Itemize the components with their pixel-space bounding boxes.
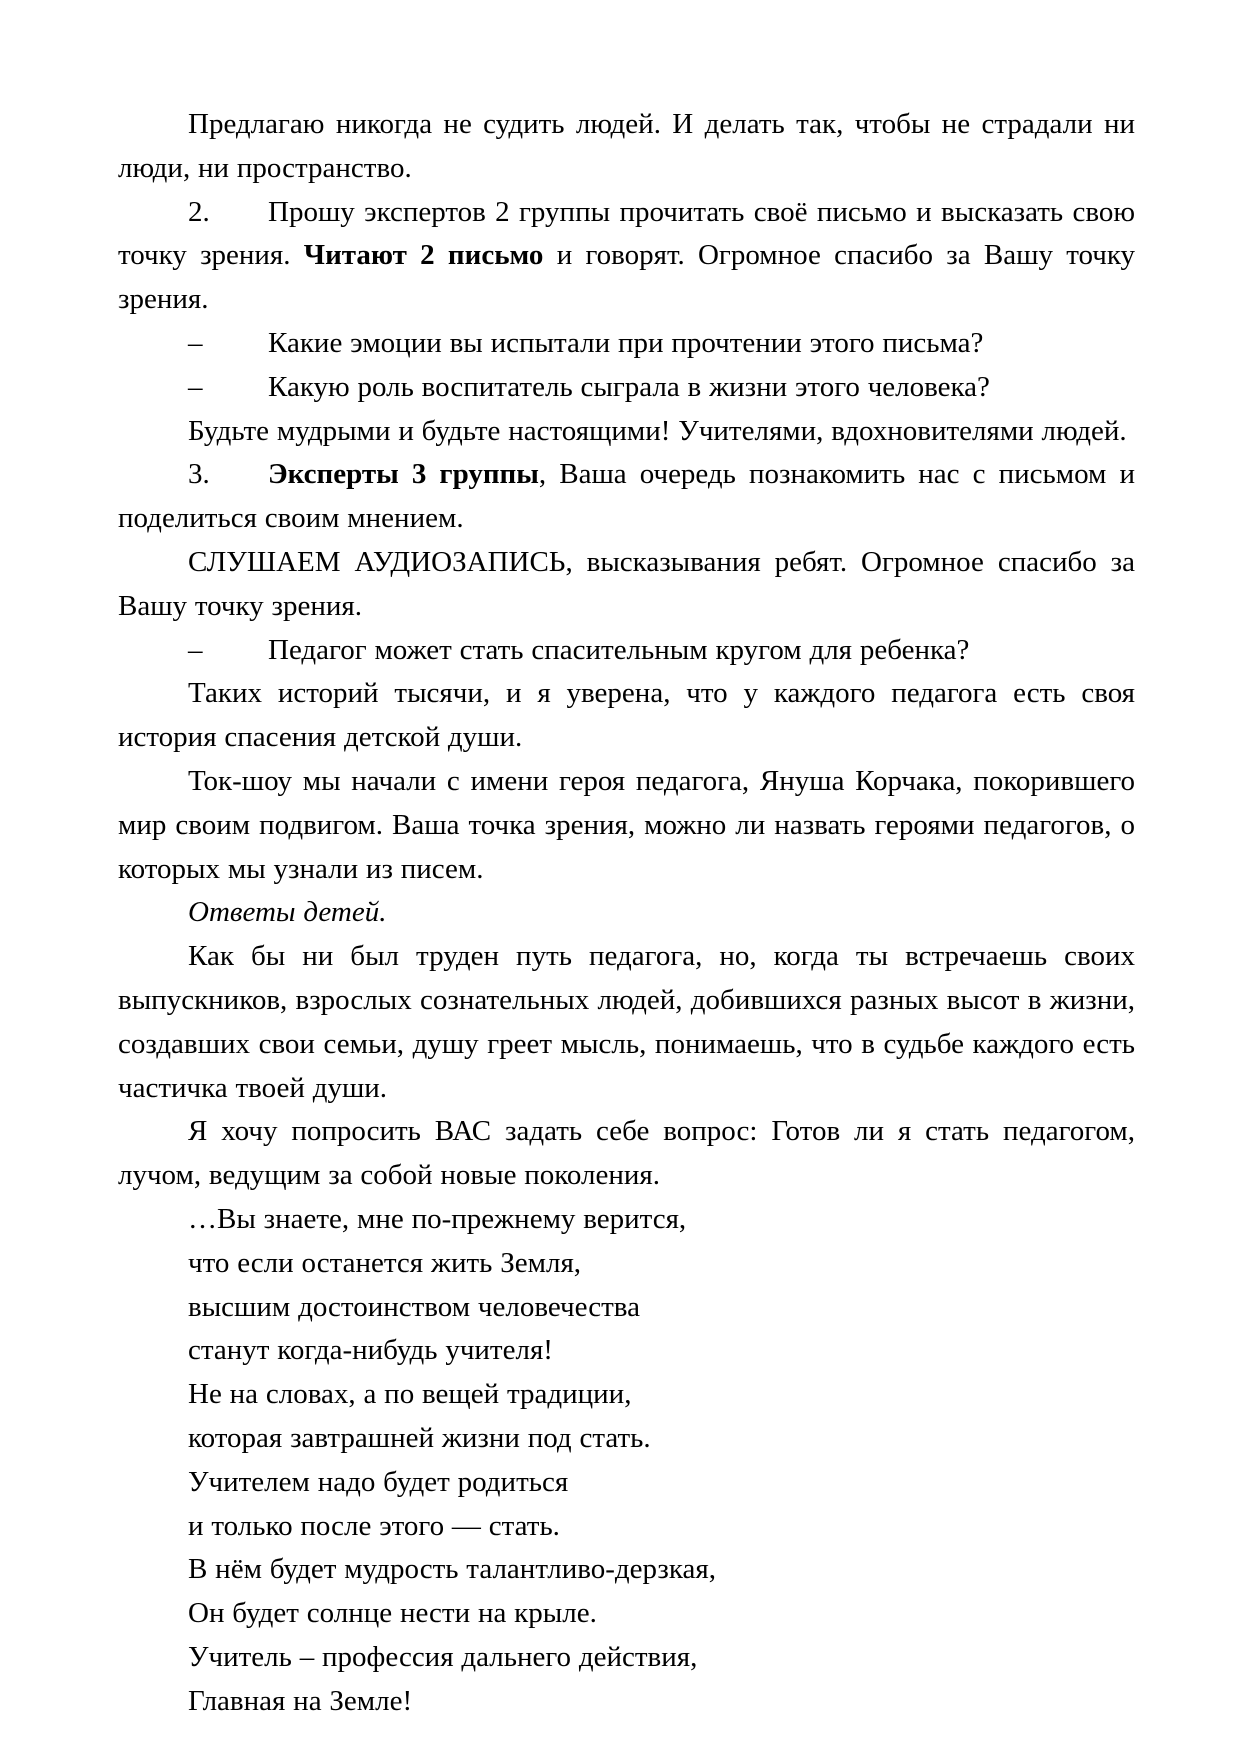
text-run: Главная на Земле! <box>188 1684 413 1717</box>
list-marker: 3. <box>188 458 210 491</box>
document-content <box>118 103 1135 1723</box>
list-marker: – <box>188 326 203 359</box>
text-run: Читают 2 письмо <box>303 239 544 272</box>
list-marker: – <box>188 633 203 666</box>
poem-line <box>118 1373 1135 1417</box>
poem-line <box>118 1286 1135 1330</box>
paragraph <box>118 410 1135 454</box>
text-run: Ток-шоу мы начали с имени героя педагога, Януша Корчака, покорившего мир своим подвигом. Ваша точка зрения, можно ли назвать героями педагогов, о которых мы узнали из писем. <box>118 764 1135 885</box>
paragraph <box>118 541 1135 629</box>
text-run: Прошу экспертов 2 группы прочитать своё письмо и высказать свою точку зрения. <box>118 195 1135 272</box>
text-run: Предлагаю никогда не судить людей. И делать так, чтобы не страдали ни люди, ни пространство. <box>118 108 1135 184</box>
list-marker: 2. <box>188 195 210 228</box>
text-run: Ответы детей. <box>188 896 387 929</box>
paragraph <box>118 891 1135 935</box>
text-run: Педагог может стать спасительным кругом для ребенка? <box>268 633 970 666</box>
text-run: Как бы ни был труден путь педагога, но, когда ты встречаешь своих выпускников, взрослых сознательных людей, добившихся разных высот в жизни, создавших свои семьи, душу греет мысль, понимаешь, что в судьбе каждого есть частичка твоей души. <box>118 940 1135 1104</box>
text-run: Какие эмоции вы испытали при прочтении этого письма? <box>268 326 984 359</box>
paragraph <box>118 935 1135 1110</box>
text-run: высшим достоинством человечества <box>188 1290 640 1323</box>
text-run: Эксперты 3 группы <box>268 458 539 491</box>
text-run: и говорят. Огромное спасибо за Вашу точку зрения. <box>118 239 1136 316</box>
paragraph <box>118 322 1135 366</box>
poem-line <box>118 1461 1135 1505</box>
text-run: , Ваша очередь познакомить нас с письмом и поделиться своим мнением. <box>118 458 1135 535</box>
text-run: что если останется жить Земля, <box>188 1246 582 1279</box>
paragraph <box>118 760 1135 891</box>
text-run: СЛУШАЕМ АУДИОЗАПИСЬ, высказывания ребят. Огромное спасибо за Вашу точку зрения. <box>118 545 1135 622</box>
text-run: Таких историй тысячи, и я уверена, что у каждого педагога есть своя история спасения детской души. <box>118 677 1135 754</box>
paragraph <box>118 191 1135 322</box>
poem-line <box>118 1636 1135 1680</box>
paragraph <box>118 103 1135 191</box>
paragraph <box>118 629 1135 673</box>
paragraph <box>118 366 1135 410</box>
poem-line <box>118 1417 1135 1461</box>
poem-line <box>118 1548 1135 1592</box>
poem-line <box>118 1198 1135 1242</box>
text-run: Он будет солнце нести на крыле. <box>188 1597 597 1630</box>
text-run: Учитель – профессия дальнего действия, <box>188 1640 698 1673</box>
text-run: Не на словах, а по вещей традиции, <box>188 1378 632 1411</box>
poem-line <box>118 1329 1135 1373</box>
text-run: В нём будет мудрость талантливо-дерзкая, <box>188 1553 716 1586</box>
poem-line <box>118 1592 1135 1636</box>
list-marker: – <box>188 370 203 403</box>
text-run: которая завтрашней жизни под стать. <box>188 1421 651 1454</box>
paragraph <box>118 453 1135 541</box>
poem-line <box>118 1680 1135 1724</box>
text-run: Учителем надо будет родиться <box>188 1465 569 1498</box>
paragraph <box>118 1110 1135 1198</box>
poem-line <box>118 1242 1135 1286</box>
text-run: и только после этого — стать. <box>188 1509 560 1542</box>
poem-line <box>118 1505 1135 1549</box>
text-run: Будьте мудрыми и будьте настоящими! Учителями, вдохновителями людей. <box>188 414 1127 447</box>
text-run: станут когда-нибудь учителя! <box>188 1334 553 1367</box>
text-run: Я хочу попросить ВАС задать себе вопрос: Готов ли я стать педагогом, лучом, ведущим за собой новые поколения. <box>118 1115 1135 1192</box>
text-run: …Вы знаете, мне по-прежнему верится, <box>188 1202 687 1235</box>
paragraph <box>118 672 1135 760</box>
text-run: Какую роль воспитатель сыграла в жизни этого человека? <box>268 370 990 403</box>
